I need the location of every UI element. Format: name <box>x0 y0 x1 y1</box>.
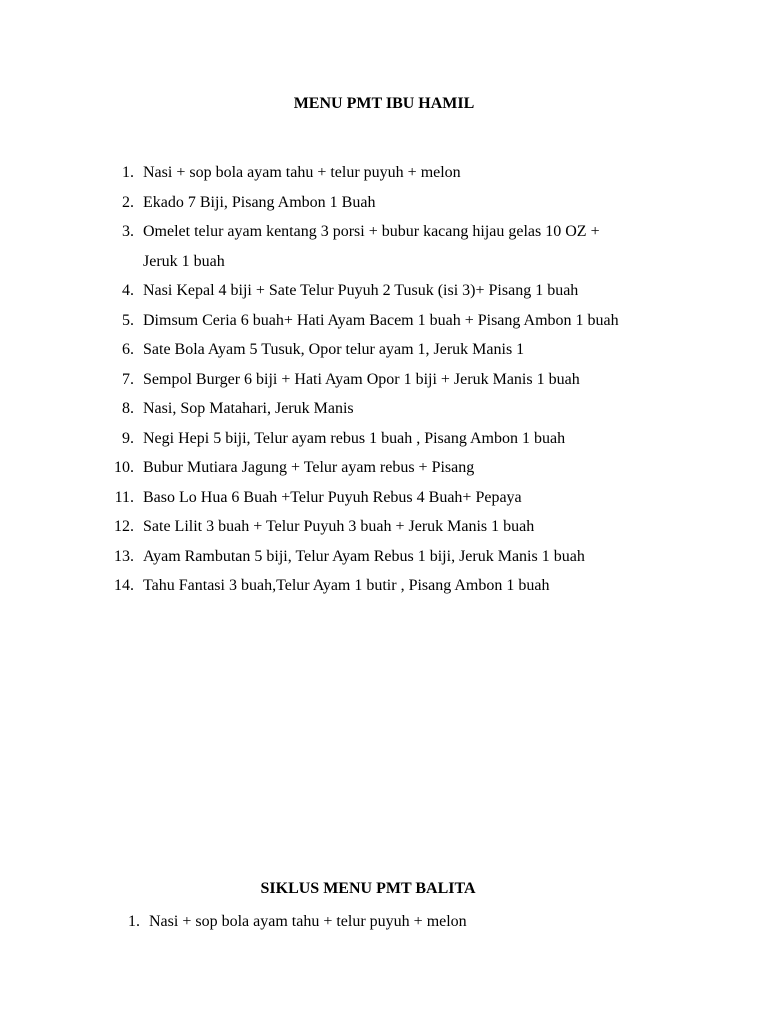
menu-list-balita <box>0 909 768 935</box>
menu-list-ibu-hamil <box>0 158 768 601</box>
list-item <box>0 571 638 601</box>
list-item-number: 9. <box>122 429 134 447</box>
list-item <box>0 306 638 336</box>
list-item-number: 10. <box>114 459 134 476</box>
list-item-number: 3. <box>122 223 134 240</box>
list-item-number: 12. <box>114 518 134 535</box>
list-item-text: Ekado 7 Biji, Pisang Ambon 1 Buah <box>143 193 376 211</box>
list-item <box>0 158 638 188</box>
list-item <box>0 335 638 365</box>
list-item-text: Nasi Kepal 4 biji + Sate Telur Puyuh 2 Tusuk (isi 3)+ Pisang 1 buah <box>143 282 579 299</box>
list-item <box>0 483 638 513</box>
list-item <box>0 542 638 572</box>
section-title-balita: SIKLUS MENU PMT BALITA <box>260 880 476 897</box>
list-item-text: Sempol Burger 6 biji + Hati Ayam Opor 1 biji + Jeruk Manis 1 buah <box>143 370 580 388</box>
list-item-text: Baso Lo Hua 6 Buah +Telur Puyuh Rebus 4 Buah+ Pepaya <box>143 488 522 506</box>
list-item-number: 14. <box>114 577 134 594</box>
list-item-number: 8. <box>122 400 134 417</box>
list-item-text: Bubur Mutiara Jagung + Telur ayam rebus + Pisang <box>143 459 475 476</box>
list-item <box>0 188 638 218</box>
list-item-number: 6. <box>122 341 134 358</box>
list-item <box>0 453 638 483</box>
list-item-text: Sate Lilit 3 buah + Telur Puyuh 3 buah + Jeruk Manis 1 buah <box>143 518 535 535</box>
list-item-number: 4. <box>122 282 134 299</box>
list-item-text: Ayam Rambutan 5 biji, Telur Ayam Rebus 1 biji, Jeruk Manis 1 buah <box>143 547 585 565</box>
list-item-text: Nasi + sop bola ayam tahu + telur puyuh + melon <box>149 913 467 930</box>
list-item <box>0 394 638 424</box>
list-item-text: Nasi, Sop Matahari, Jeruk Manis <box>143 400 354 417</box>
list-item-number: 11. <box>114 488 134 506</box>
list-item-text: Sate Bola Ayam 5 Tusuk, Opor telur ayam 1, Jeruk Manis 1 <box>143 341 525 358</box>
section-title-ibu-hamil: MENU PMT IBU HAMIL <box>293 95 475 112</box>
list-item <box>0 217 638 276</box>
list-item <box>0 424 638 454</box>
list-item-number: 5. <box>122 311 134 329</box>
list-item-text: Tahu Fantasi 3 buah,Telur Ayam 1 butir , Pisang Ambon 1 buah <box>143 577 550 594</box>
list-item-number: 7. <box>122 370 134 388</box>
list-item-text: Dimsum Ceria 6 buah+ Hati Ayam Bacem 1 buah + Pisang Ambon 1 buah <box>143 311 619 329</box>
list-item <box>0 512 638 542</box>
list-item <box>0 365 638 395</box>
list-item-number: 13. <box>114 547 134 565</box>
list-item-number: 1. <box>122 164 134 181</box>
list-item-text: Omelet telur ayam kentang 3 porsi + bubur kacang hijau gelas 10 OZ + Jeruk 1 buah <box>143 223 600 270</box>
list-item <box>0 276 638 306</box>
list-item-number: 1. <box>128 913 140 930</box>
list-item-text: Nasi + sop bola ayam tahu + telur puyuh + melon <box>143 164 461 181</box>
list-item-number: 2. <box>122 193 134 211</box>
list-item-text: Negi Hepi 5 biji, Telur ayam rebus 1 buah , Pisang Ambon 1 buah <box>143 429 566 447</box>
list-item <box>0 909 669 935</box>
